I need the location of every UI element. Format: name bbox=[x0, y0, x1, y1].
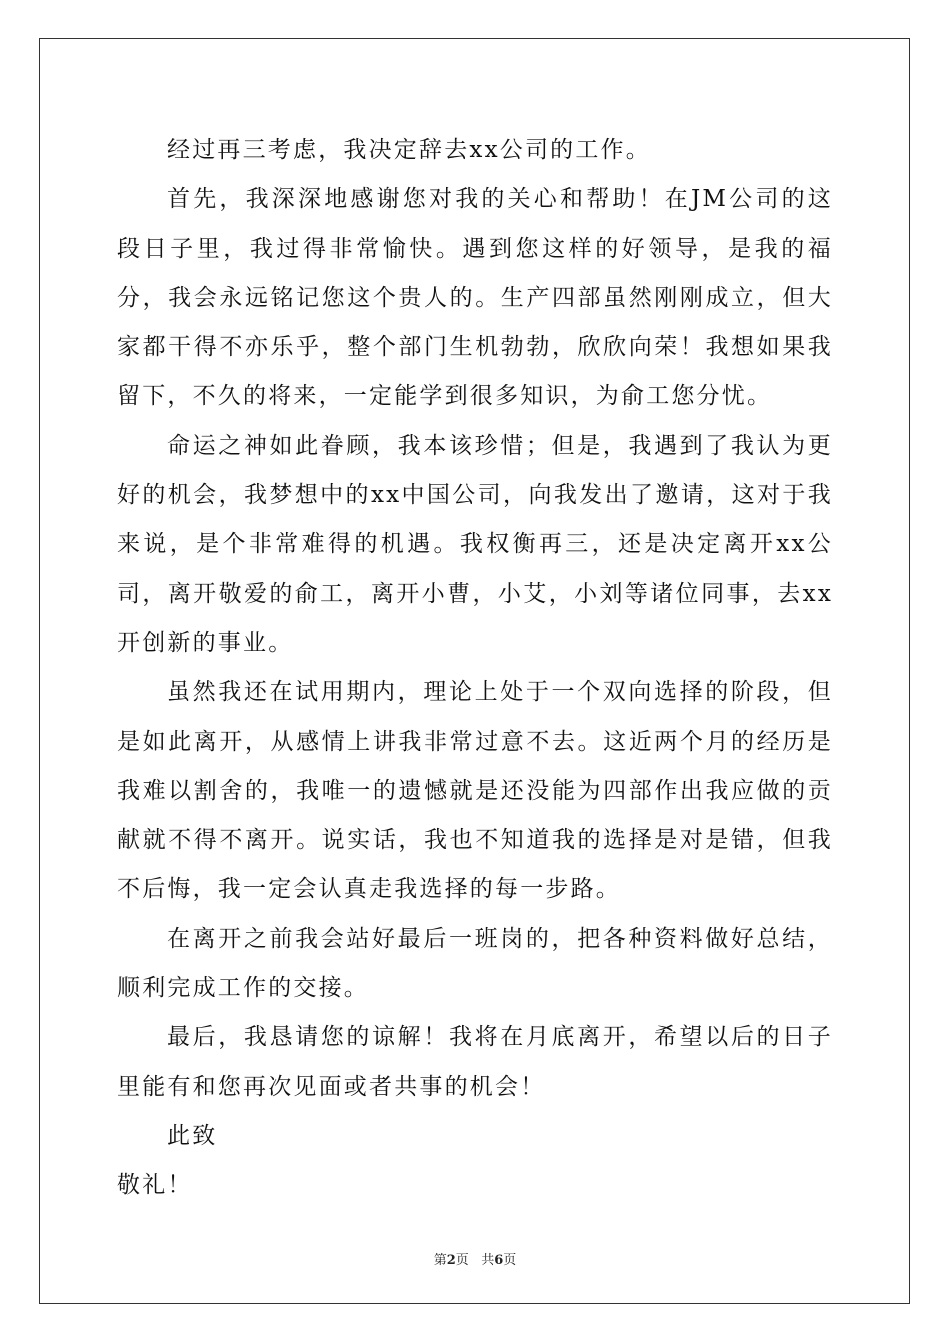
total-pages: 6 bbox=[494, 1253, 504, 1268]
total-suffix: 页 bbox=[503, 1253, 517, 1268]
page-suffix: 页 bbox=[455, 1253, 469, 1268]
paragraph-opportunity: 命运之神如此眷顾，我本该珍惜；但是，我遇到了我认为更好的机会，我梦想中的xx中国公司，向我发出了邀请，这对于我来说，是个非常难得的机遇。我权衡再三，还是决定离开xx公司，离开敬爱的俞工，离开小曹，小艾，小刘等诸位同事，去xx开创新的事业。 bbox=[117, 432, 833, 656]
letter-body bbox=[117, 126, 833, 1211]
paragraph-thanks: 首先，我深深地感谢您对我的关心和帮助！在JM公司的这段日子里，我过得非常愉快。遇到您这样的好领导，是我的福分，我会永远铭记您这个贵人的。生产四部虽然刚刚成立，但大家都干得不亦乐乎，整个部门生机勃勃，欣欣向荣！我想如果我留下，不久的将来，一定能学到很多知识，为俞工您分忧。 bbox=[117, 186, 833, 410]
total-prefix: 共 bbox=[481, 1253, 495, 1268]
paragraph-handover: 在离开之前我会站好最后一班岗的，把各种资料做好总结，顺利完成工作的交接。 bbox=[117, 925, 833, 1002]
page-footer bbox=[0, 1249, 950, 1268]
page-prefix: 第 bbox=[433, 1253, 447, 1268]
paragraph-regret: 虽然我还在试用期内，理论上处于一个双向选择的阶段，但是如此离开，从感情上讲我非常过意不去。这近两个月的经历是我难以割舍的，我唯一的遗憾就是还没能为四部作出我应做的贡献就不得不离开。说实话，我也不知道我的选择是对是错，但我不后悔，我一定会认真走我选择的每一步路。 bbox=[117, 679, 833, 903]
paragraph-final: 最后，我恳请您的谅解！我将在月底离开，希望以后的日子里能有和您再次见面或者共事的机会！ bbox=[117, 1024, 833, 1100]
salutation-line: 敬礼！ bbox=[117, 1172, 193, 1199]
closing-line: 此致 bbox=[167, 1122, 218, 1149]
paragraph-decision: 经过再三考虑，我决定辞去xx公司的工作。 bbox=[167, 137, 651, 163]
page-number: 2 bbox=[446, 1253, 456, 1268]
